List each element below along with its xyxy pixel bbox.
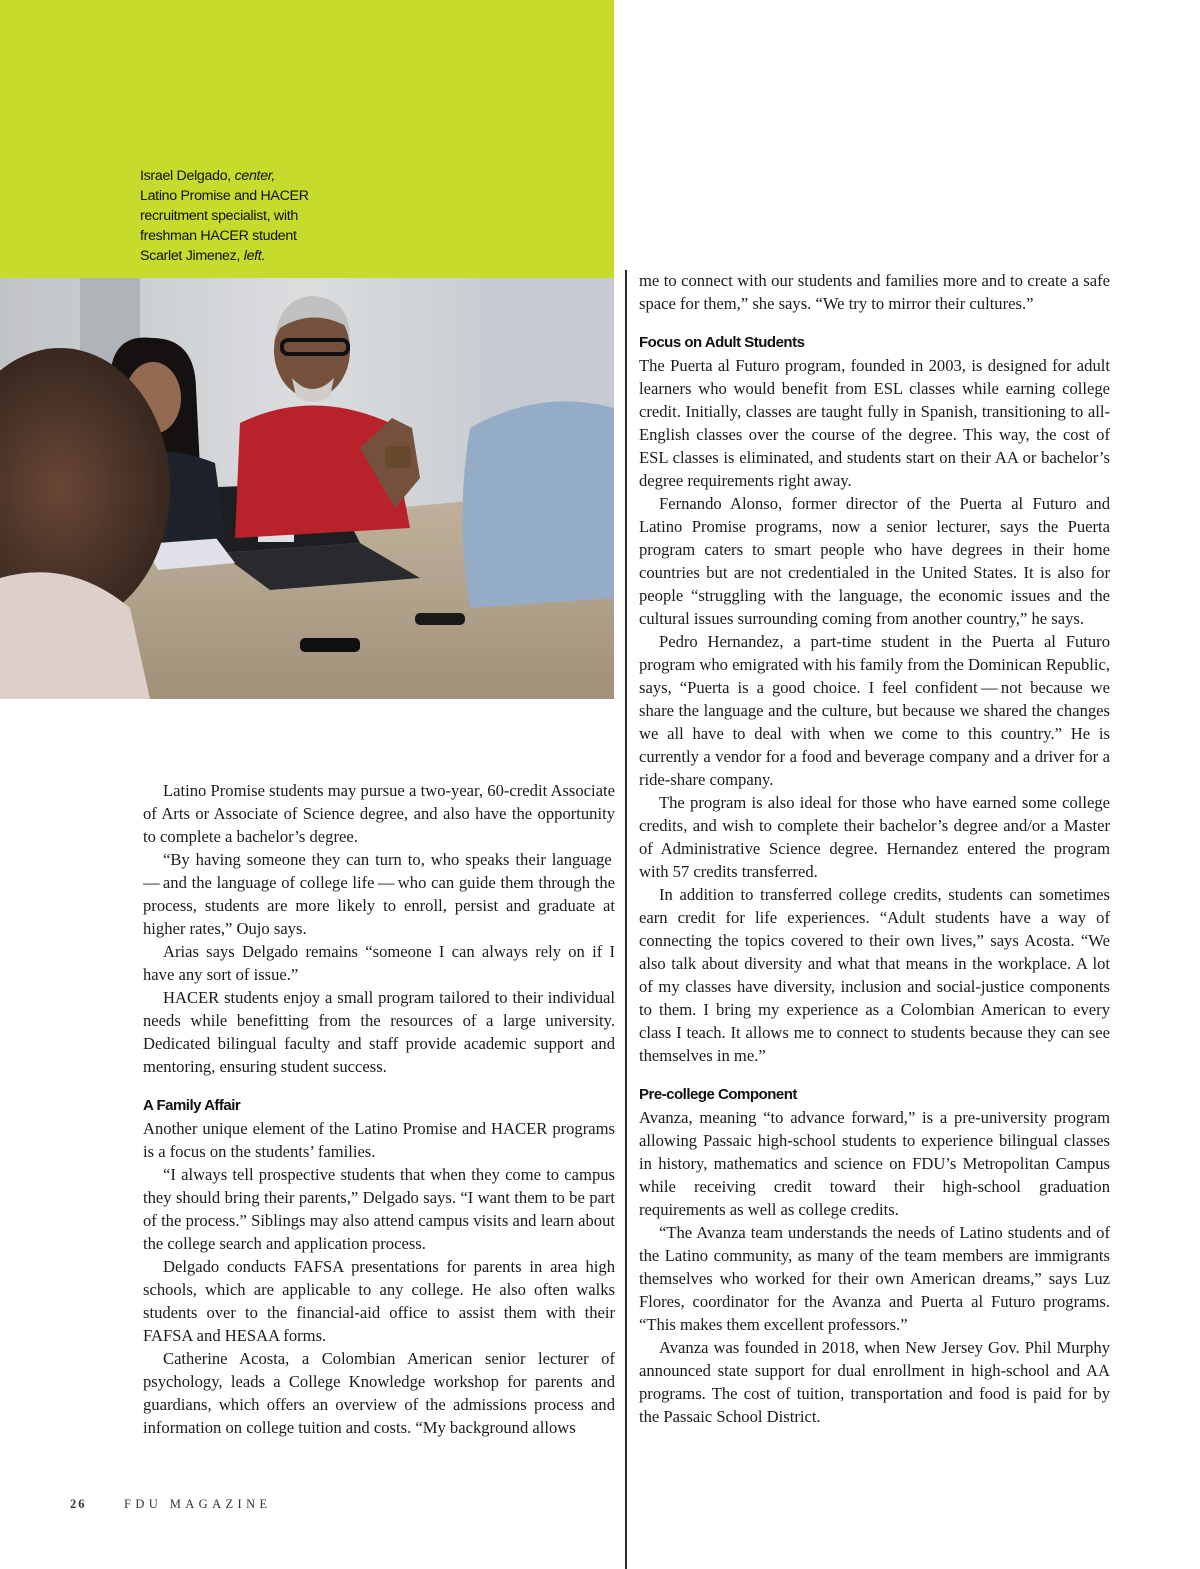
paragraph: Fernando Alonso, former director of the Puerta al Futuro and Latino Promise programs, now a senior lecturer, says the Puerta program caters to smart people who have degrees in their home countries but are not credentialed in the United States. It is also for people “struggling with the language, the economic issues and the cultural issues surrounding coming from another country,” he says.: [639, 494, 1110, 628]
paragraph: Avanza was founded in 2018, when New Jersey Gov. Phil Murphy announced state support for dual enrollment in high-school and AA programs. The cost of tuition, transportation and food is paid for by the Passaic School District.: [639, 1338, 1110, 1426]
paragraph: HACER students enjoy a small program tailored to their individual needs while benefitting from the resources of a large university. Dedicated bilingual faculty and staff provide academic support and mentoring, ensuring student success.: [143, 988, 615, 1076]
caption-line-5: [140, 246, 340, 266]
paragraph: The Puerta al Futuro program, founded in 2003, is designed for adult learners who would benefit from ESL classes while earning college credit. Initially, classes are taught fully in Spanish, transitioning to all-English classes over the course of the degree. This way, the cost of ESL classes is eliminated, and students start on their AA or bachelor’s degree requirements right away.: [639, 356, 1110, 490]
photo-caption: [140, 166, 340, 266]
paragraph: Arias says Delgado remains “someone I can always rely on if I have any sort of issue.”: [143, 942, 615, 984]
paragraph-continuation: me to connect with our students and families more and to create a safe space for them,” she says. “We try to mirror their cultures.”: [639, 271, 1110, 313]
section-heading-pre-college: Pre-college Component: [639, 1086, 797, 1103]
section-heading-adult-students: Focus on Adult Students: [639, 334, 805, 351]
paragraph: Catherine Acosta, a Colombian American senior lecturer of psychology, leads a College Knowledge workshop for parents and guardians, which offers an overview of the admissions process and information on college tuition and costs. “My background allows: [143, 1349, 615, 1437]
caption-position: center,: [234, 168, 276, 184]
caption-line-4: freshman HACER student: [140, 228, 297, 244]
left-column: [143, 779, 615, 1439]
page-number: 26: [70, 1497, 87, 1511]
caption-name: Israel Delgado,: [140, 168, 235, 184]
caption-name-2: Scarlet Jimenez,: [140, 248, 244, 264]
magazine-name: FDU MAGAZINE: [124, 1497, 272, 1511]
paragraph: “By having someone they can turn to, who speaks their language — and the language of college life — who can guide them through the process, students are more likely to enroll, persist and graduate at higher rates,” Oujo says.: [143, 850, 615, 938]
meeting-photo: [0, 278, 614, 699]
paragraph: In addition to transferred college credits, students can sometimes earn credit for life experiences. “Adult students have a way of connecting the topics covered to their own lives,” says Acosta. “We also talk about diversity and what that means in the workplace. A lot of my classes have diversity, inclusion and social-justice components to them. I bring my experience as a Colombian American to every class I teach. It allows me to connect to students because they can see themselves in me.”: [639, 885, 1110, 1065]
paragraph: The program is also ideal for those who have earned some college credits, and wish to complete their bachelor’s degree and/or a Master of Administrative Science degree. Hernandez entered the program with 57 credits transferred.: [639, 793, 1110, 881]
page-footer: [70, 1497, 272, 1512]
caption-line-1: [140, 166, 340, 186]
paragraph: Delgado conducts FAFSA presentations for parents in area high schools, which are applicable to any college. He also often walks students over to the financial-aid office to assist them with their FAFSA and HESAA forms.: [143, 1257, 615, 1345]
caption-position-2: left.: [243, 248, 266, 264]
paragraph: Avanza, meaning “to advance forward,” is a pre-university program allowing Passaic high-school students to experience bilingual classes in history, mathematics and science on FDU’s Metropolitan Campus while receiving credit toward their high-school graduation requirements as well as college credits.: [639, 1108, 1110, 1219]
paragraph: Another unique element of the Latino Promise and HACER programs is a focus on the students’ families.: [143, 1119, 615, 1161]
right-column: [639, 269, 1110, 1428]
caption-line-2: Latino Promise and HACER: [140, 188, 309, 204]
caption-line-3: recruitment specialist, with: [140, 208, 298, 224]
section-heading-family-affair: A Family Affair: [143, 1097, 241, 1114]
paragraph: “I always tell prospective students that when they come to campus they should bring their parents,” Delgado says. “I want them to be part of the process.” Siblings may also attend campus visits and learn about the college search and application process.: [143, 1165, 615, 1253]
paragraph: Latino Promise students may pursue a two-year, 60-credit Associate of Arts or Associate of Science degree, and also have the opportunity to complete a bachelor’s degree.: [143, 781, 615, 846]
paragraph: Pedro Hernandez, a part-time student in the Puerta al Futuro program who emigrated with his family from the Dominican Republic, says, “Puerta is a good choice. I feel confident — not because we share the language and the culture, but because we shared the changes we all have to deal with when we come to this country.” He is currently a vendor for a food and beverage company and a driver for a ride-share company.: [639, 632, 1110, 789]
paragraph: “The Avanza team understands the needs of Latino students and of the Latino community, as many of the team members are immigrants themselves who worked for their own American dreams,” says Luz Flores, coordinator for the Avanza and Puerta al Futuro programs. “This makes them excellent professors.”: [639, 1223, 1110, 1334]
column-divider: [625, 270, 627, 1569]
